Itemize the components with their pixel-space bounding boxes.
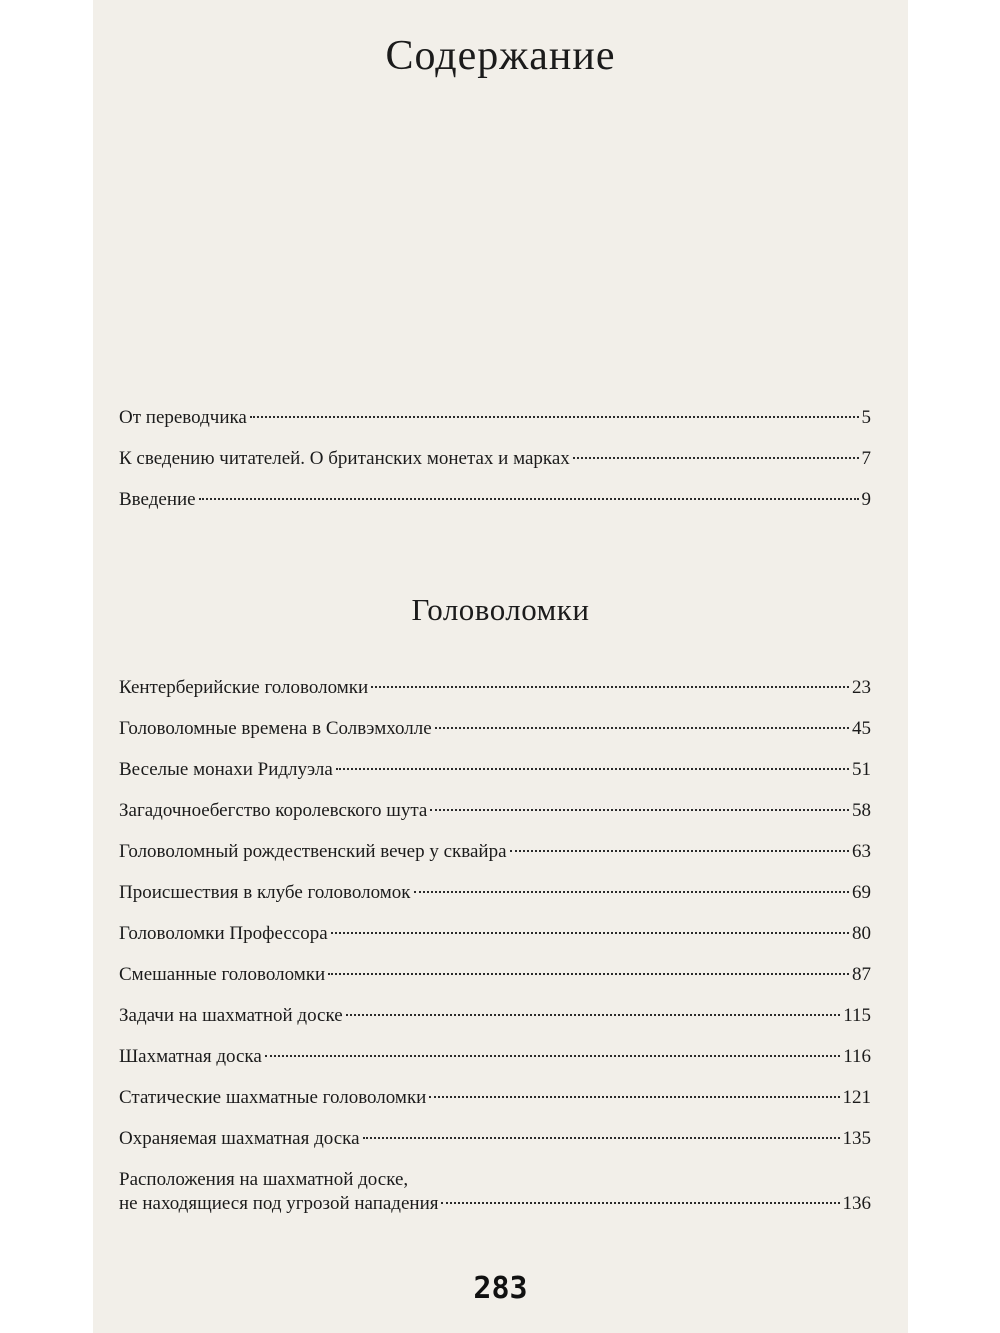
toc-leader-dots	[336, 768, 849, 770]
toc-entry-title: Смешанные головоломки	[119, 964, 326, 985]
toc-entry-page: 9	[861, 489, 871, 510]
toc-entry-page: 51	[852, 759, 871, 780]
toc-entry-title: К сведению читателей. О британских монетах и марках	[119, 448, 570, 469]
toc-leader-dots	[510, 850, 849, 852]
toc-entry[interactable]	[119, 1127, 871, 1168]
toc-entry-title: Статические шахматные головоломки	[119, 1087, 427, 1108]
toc-entry-page: 45	[852, 718, 871, 739]
toc-leader-dots	[573, 457, 859, 459]
toc-entry-title: Задачи на шахматной доске	[119, 1005, 343, 1026]
toc-entry-title: Кентерберийские головоломки	[119, 677, 369, 698]
toc-entry-title: Охраняемая шахматная доска	[119, 1128, 360, 1149]
toc-entry[interactable]	[119, 406, 871, 447]
toc-entry[interactable]	[119, 922, 871, 963]
toc-leader-dots	[429, 1096, 839, 1098]
toc-entry-page: 121	[842, 1087, 871, 1108]
toc-leader-dots	[371, 686, 849, 688]
toc-entry[interactable]	[119, 488, 871, 529]
toc-entry-page: 115	[843, 1005, 871, 1026]
toc-entry-page: 135	[842, 1128, 871, 1149]
toc-entry[interactable]	[119, 881, 871, 922]
toc-leader-dots	[250, 416, 859, 418]
toc-leader-dots	[265, 1055, 840, 1057]
toc-entry-page: 58	[852, 800, 871, 821]
toc-entry-page: 23	[852, 677, 871, 698]
toc-entry-page: 80	[852, 923, 871, 944]
toc-entry-page: 7	[861, 448, 871, 469]
toc-entry-title: Головоломные времена в Солвэмхолле	[119, 718, 432, 739]
toc-entry[interactable]	[119, 799, 871, 840]
toc-entry-title: Головоломки Профессора	[119, 923, 328, 944]
toc-entry[interactable]	[119, 1168, 871, 1222]
toc-entry-title: От переводчика	[119, 407, 247, 428]
toc-entry-title: Головоломный рождественский вечер у сквайра	[119, 841, 507, 862]
toc-entry[interactable]	[119, 1004, 871, 1045]
toc-entry-page: 69	[852, 882, 871, 903]
toc-entry[interactable]	[119, 963, 871, 1004]
toc-leader-dots	[435, 727, 849, 729]
toc-puzzles-list	[119, 676, 871, 1222]
toc-entry-page: 5	[861, 407, 871, 428]
toc-entry[interactable]	[119, 1086, 871, 1127]
toc-leader-dots	[363, 1137, 840, 1139]
toc-leader-dots	[441, 1202, 839, 1204]
toc-entry-page: 136	[842, 1193, 871, 1214]
toc-leader-dots	[414, 891, 849, 893]
toc-entry-title: Шахматная доска	[119, 1046, 262, 1067]
toc-entry[interactable]	[119, 447, 871, 488]
toc-leader-dots	[199, 498, 859, 500]
toc-entry-page: 116	[843, 1046, 871, 1067]
section-title: Головоломки	[411, 592, 590, 627]
toc-entry-title: Расположения на шахматной доске,	[119, 1169, 409, 1190]
toc-entry-page: 87	[852, 964, 871, 985]
book-page	[93, 0, 908, 1333]
page-title: Содержание	[385, 33, 616, 79]
toc-intro-list	[119, 406, 871, 529]
page-number: 283	[473, 1271, 528, 1306]
toc-leader-dots	[328, 973, 849, 975]
toc-entry[interactable]	[119, 676, 871, 717]
toc-entry[interactable]	[119, 840, 871, 881]
toc-entry-title: Введение	[119, 489, 196, 510]
toc-entry-page: 63	[852, 841, 871, 862]
toc-leader-dots	[346, 1014, 841, 1016]
toc-entry-continuation	[119, 1192, 871, 1216]
toc-entry[interactable]	[119, 1045, 871, 1086]
toc-entry-title: Загадочноебегство королевского шута	[119, 800, 428, 821]
toc-entry-title: Происшествия в клубе головоломок	[119, 882, 411, 903]
toc-entry[interactable]	[119, 758, 871, 799]
toc-leader-dots	[430, 809, 849, 811]
toc-entry[interactable]	[119, 717, 871, 758]
toc-entry-title: Веселые монахи Ридлуэла	[119, 759, 333, 780]
toc-leader-dots	[331, 932, 849, 934]
toc-entry-title-line2: не находящиеся под угрозой нападения	[119, 1193, 439, 1214]
